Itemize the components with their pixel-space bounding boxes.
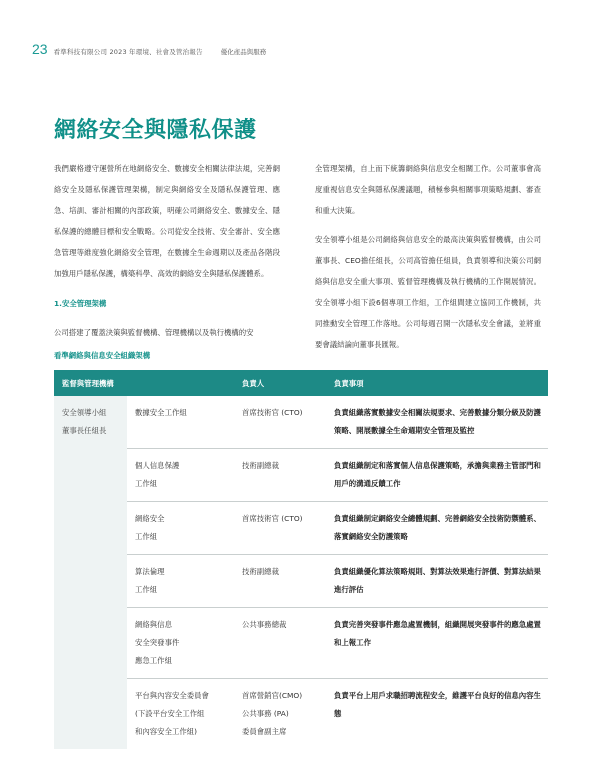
intro-paragraph: 我們嚴格遵守運營所在地網絡安全、數據安全相關法律法規，完善網絡安全及隱私保護管理架構，制定與網絡安全及隱私保護管理、應急、培訓、審計相關的內部政策，明確公司網絡安全、數據安全、隱私保護的總體目標和安全戰略。公司從安全技術、安全審計、安全應急管理等維度強化網絡安全管理，在數據全生命週期以及產品各階段加強用戶隱私保護，構築科學、高效的網絡安全與隱私保護體系。	[54, 164, 280, 278]
unit-line: 和內容安全工作組)	[135, 727, 198, 736]
lead-line: 首席技術官 (CTO)	[242, 408, 303, 417]
unit-line: 工作組	[135, 585, 158, 594]
lead-cell	[234, 608, 326, 679]
structure-paragraph: 公司搭建了覆蓋決策與監督機構、管理機構以及執行機構的安	[54, 328, 254, 337]
lead-cell	[234, 679, 326, 750]
duty-cell: 負責平台上用戶求職招聘流程安全，維護平台良好的信息內容生態	[334, 691, 541, 718]
table-row	[54, 449, 548, 502]
lead-cell	[234, 555, 326, 608]
report-title: 看準科技有限公司 2023 年環境、社會及管治報告	[53, 48, 203, 56]
unit-cell	[127, 396, 234, 449]
right-column	[315, 158, 541, 355]
unit-line: 網絡與信息	[135, 620, 172, 629]
duty-cell: 負責組織制定和落實個人信息保護策略，承擔與業務主管部門和用戶的溝通反饋工作	[326, 449, 548, 502]
unit-cell	[127, 555, 234, 608]
section-name: 優化產品與服務	[220, 48, 267, 56]
unit-line: 應急工作組	[135, 656, 172, 665]
unit-line: 安全突發事件	[135, 638, 180, 647]
table-header-row	[54, 370, 548, 396]
unit-line: 工作組	[135, 532, 158, 541]
unit-line: 工作組	[135, 479, 158, 488]
left-column	[54, 158, 280, 343]
lead-line: 技術副總裁	[242, 567, 279, 576]
security-structure-table	[54, 370, 548, 749]
lead-cell	[234, 502, 326, 555]
duty-cell: 負責組織優化算法策略規則、對算法效果進行評價、對算法結果進行評估	[326, 555, 548, 608]
table-row	[54, 502, 548, 555]
page-header	[32, 41, 266, 57]
unit-line: 算法倫理	[135, 567, 165, 576]
unit-line: 網絡安全	[135, 514, 165, 523]
table-title: 看準網絡與信息安全組織架構	[54, 351, 151, 360]
duty-cell: 負責完善突發事件應急處置機制，組織開展突發事件的應急處置和上報工作	[326, 608, 548, 679]
duty-cell: 負責組織落實數據安全相關法規要求、完善數據分類分級及防護策略、開展數據全生命週期安全管理及監控	[326, 396, 548, 449]
header-lead: 負責人	[234, 370, 326, 396]
unit-cell	[127, 502, 234, 555]
lead-line: 首席技術官 (CTO)	[242, 514, 303, 523]
unit-line: 平台與內容安全委員會	[135, 691, 209, 700]
unit-cell	[127, 679, 234, 750]
group-line: 安全領導小組	[62, 408, 107, 417]
lead-line: 公共事務 (PA)	[242, 709, 289, 718]
unit-line: 個人信息保護	[135, 461, 180, 470]
unit-line: 數據安全工作組	[135, 408, 187, 417]
group-line: 董事長任組長	[62, 426, 107, 435]
page-title: 網絡安全與隱私保護	[54, 118, 257, 143]
unit-cell	[127, 608, 234, 679]
lead-cell	[234, 396, 326, 449]
lead-line: 首席營銷官(CMO)	[242, 691, 303, 700]
leadership-paragraph: 安全領導小組是公司網絡與信息安全的最高決策與監督機構，由公司董事長、CEO擔任組長，公司高管擔任組員，負責領導和決策公司網絡與信息安全重大事項、監督管理機構及執行機構的工作開展情況。安全領導小組下設6個專項工作組，工作組間建立協同工作機制，共同推動安全管理工作落地。公司每週召開一次隱私安全會議，並將重要會議結論向董事長匯報。	[315, 235, 541, 349]
table-row	[54, 679, 548, 750]
lead-line: 技術副總裁	[242, 461, 279, 470]
lead-line: 公共事務總裁	[242, 620, 287, 629]
header-duty: 負責事項	[326, 370, 548, 396]
board-paragraph: 全管理架構，自上而下統籌網絡與信息安全相關工作。公司董事會高度重視信息安全與隱私保護議題，積極參與相關事項策略規劃、審查和重大決策。	[315, 164, 541, 215]
table-row	[54, 396, 548, 449]
lead-line: 委員會副主席	[242, 727, 287, 736]
header-body: 監督與管理機構	[54, 370, 234, 396]
section-subheading: 1.安全管理架構	[54, 299, 107, 308]
table-row	[54, 555, 548, 608]
page-number: 23	[32, 41, 48, 57]
group-cell	[54, 396, 127, 749]
duty-cell: 負責組織制定網絡安全總體規劃、完善網絡安全技術防禦體系、落實網絡安全防護策略	[326, 502, 548, 555]
unit-cell	[127, 449, 234, 502]
table-row	[54, 608, 548, 679]
lead-cell	[234, 449, 326, 502]
unit-line: (下設平台安全工作組	[135, 709, 205, 718]
